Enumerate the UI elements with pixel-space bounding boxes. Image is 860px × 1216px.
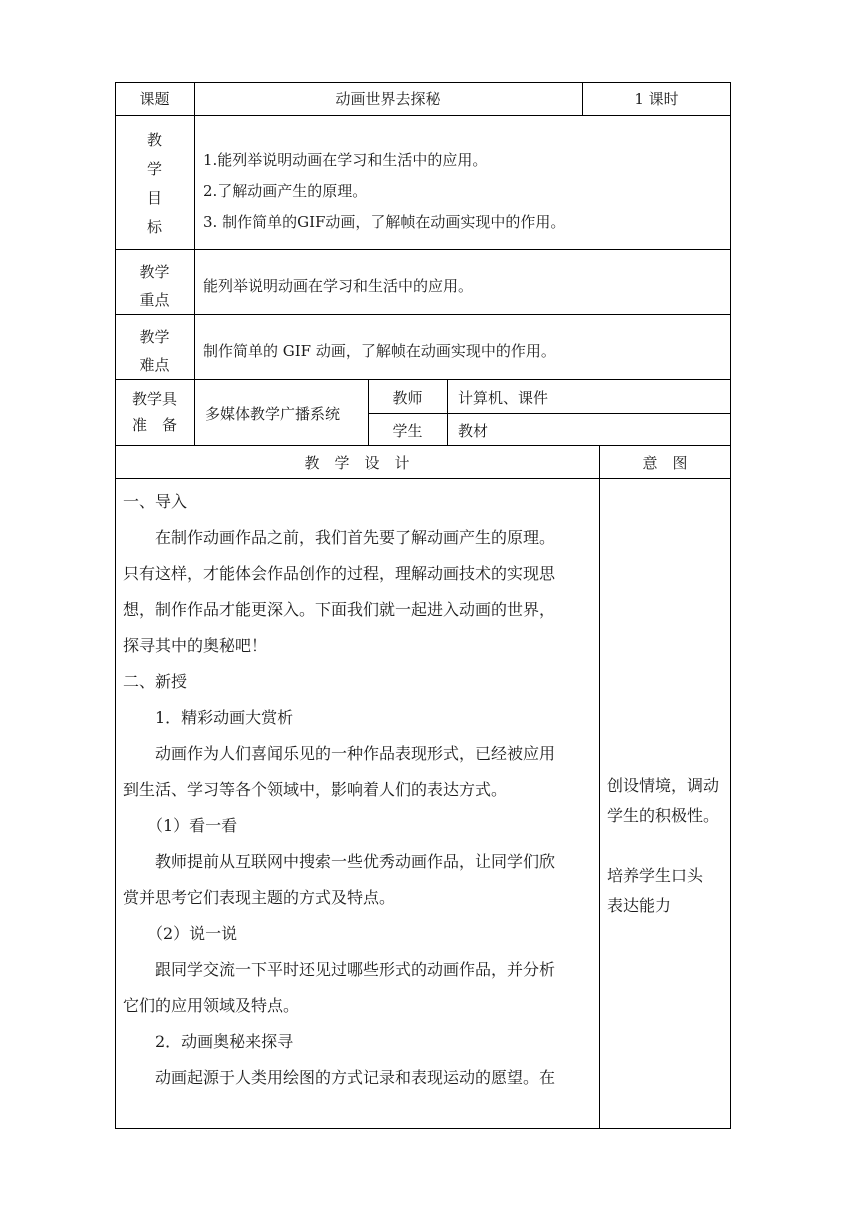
paragraph-line: 一、导入 (123, 492, 188, 511)
note-line: 培养学生口头 (607, 866, 704, 885)
topic-label: 课题 (139, 90, 170, 108)
intent-notes (607, 771, 719, 921)
row-divider (115, 478, 731, 479)
paragraph-line: （1）看一看 (123, 816, 238, 835)
key-point-text: 能列举说明动画在学习和生活中的应用。 (203, 277, 474, 295)
paragraph-line: 到生活、学习等各个领域中，影响着人们的表达方式。 (123, 780, 508, 799)
row-divider (115, 115, 731, 116)
intent-header: 意 图 (642, 454, 688, 472)
lesson-hours: 1 课时 (634, 90, 679, 108)
row-divider (115, 314, 731, 315)
col-divider (447, 379, 448, 445)
note-line: 创设情境，调动 (607, 776, 720, 795)
note-line (607, 831, 719, 861)
objectives-list (203, 145, 565, 238)
paragraph-line: 赏并思考它们表现主题的方式及特点。 (123, 888, 396, 907)
paragraph-line: 2．动画奥秘来探寻 (123, 1032, 294, 1051)
key-point-label: 教学 重点 (139, 263, 170, 309)
paragraph-line: 跟同学交流一下平时还见过哪些形式的动画作品，并分析 (123, 960, 556, 979)
paragraph-line: 教师提前从互联网中搜索一些优秀动画作品，让同学们欣 (123, 852, 556, 871)
col-divider (194, 82, 195, 445)
paragraph-line: 只有这样，才能体会作品创作的过程，理解动画技术的实现思 (123, 564, 556, 583)
teacher-value: 计算机、课件 (458, 389, 549, 407)
paragraph-line: 想，制作作品才能更深入。下面我们就一起进入动画的世界， (123, 600, 556, 619)
row-divider (115, 379, 731, 380)
paragraph-line: 动画起源于人类用绘图的方式记录和表现运动的愿望。在 (123, 1068, 556, 1087)
design-header: 教 学 设 计 (304, 454, 410, 472)
paragraph-line: 它们的应用领域及特点。 (123, 996, 300, 1015)
student-value: 教材 (458, 422, 489, 440)
row-divider (368, 413, 731, 414)
col-divider (599, 445, 600, 1129)
list-item: 3. 制作简单的GIF动画，了解帧在动画实现中的作用。 (203, 213, 566, 231)
list-item: 1.能列举说明动画在学习和生活中的应用。 (203, 151, 488, 169)
teacher-label: 教师 (392, 389, 423, 407)
paragraph-line: 在制作动画作品之前，我们首先要了解动画产生的原理。 (123, 528, 556, 547)
paragraph-line: 探寻其中的奥秘吧！ (123, 636, 268, 655)
note-line: 表达能力 (607, 896, 672, 915)
student-label: 学生 (392, 422, 423, 440)
objectives-label: 教 学 目 标 (146, 131, 162, 236)
list-item: 2.了解动画产生的原理。 (203, 182, 368, 200)
equipment-system: 多媒体教学广播系统 (205, 405, 341, 423)
note-line: 学生的积极性。 (607, 806, 720, 825)
design-content (123, 484, 555, 1096)
paragraph-line: （2）说一说 (123, 924, 238, 943)
row-divider (115, 445, 731, 446)
difficulty-label: 教学 难点 (139, 328, 170, 374)
topic-value: 动画世界去探秘 (335, 90, 441, 108)
paragraph-line: 动画作为人们喜闻乐见的一种作品表现形式，已经被应用 (123, 744, 556, 763)
row-divider (115, 249, 731, 250)
paragraph-line: 1．精彩动画大赏析 (123, 708, 294, 727)
paragraph-line: 二、新授 (123, 672, 188, 691)
difficulty-text: 制作简单的 GIF 动画，了解帧在动画实现中的作用。 (203, 342, 556, 360)
equipment-label: 教学具 准 备 (131, 390, 177, 434)
